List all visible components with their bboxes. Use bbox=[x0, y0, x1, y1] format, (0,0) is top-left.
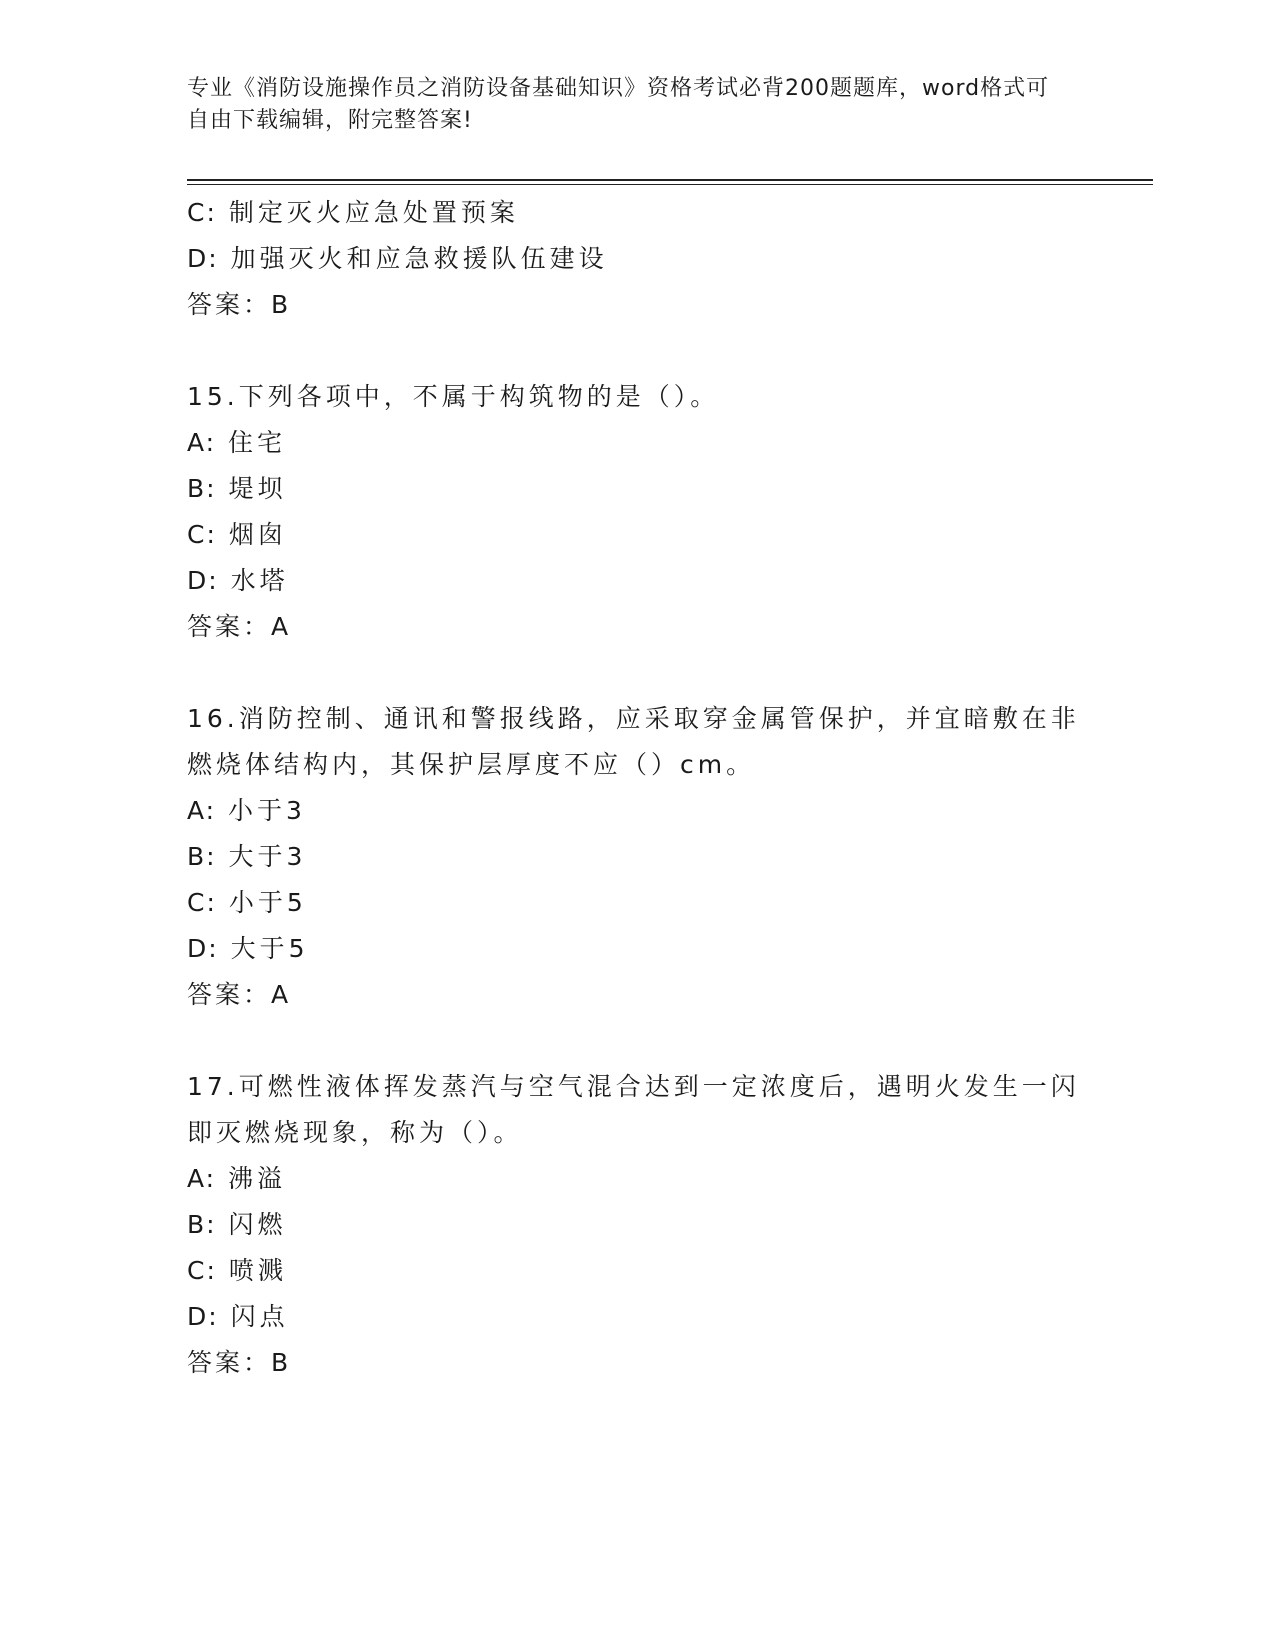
option-b: B: 堤坝 bbox=[187, 474, 287, 503]
answer-line: 答案：B bbox=[187, 1348, 292, 1377]
option-a: A: 沸溢 bbox=[187, 1164, 287, 1193]
option-d: D: 水塔 bbox=[187, 566, 289, 595]
option-c: C: 制定灭火应急处置预案 bbox=[187, 198, 519, 227]
option-d: D: 大于5 bbox=[187, 934, 309, 963]
option-b: B: 大于3 bbox=[187, 842, 307, 871]
header-rule-thin bbox=[187, 184, 1153, 185]
option-c: C: 烟囱 bbox=[187, 520, 287, 549]
option-c: C: 喷溅 bbox=[187, 1256, 287, 1285]
question-list bbox=[187, 190, 1087, 1386]
question-title: 15.下列各项中，不属于构筑物的是（）。 bbox=[187, 382, 720, 411]
option-a: A: 住宅 bbox=[187, 428, 287, 457]
question-17 bbox=[187, 1064, 1087, 1386]
answer-line: 答案：B bbox=[187, 290, 292, 319]
answer-line: 答案：A bbox=[187, 612, 292, 641]
option-c: C: 小于5 bbox=[187, 888, 307, 917]
document-header: 专业《消防设施操作员之消防设备基础知识》资格考试必背200题题库，word格式可自由下载编辑，附完整答案! bbox=[187, 76, 1050, 133]
option-d: D: 加强灭火和应急救援队伍建设 bbox=[187, 244, 608, 273]
previous-question-tail bbox=[187, 190, 1087, 328]
option-d: D: 闪点 bbox=[187, 1302, 289, 1331]
answer-line: 答案：A bbox=[187, 980, 292, 1009]
question-title: 17.可燃性液体挥发蒸汽与空气混合达到一定浓度后，遇明火发生一闪即灭燃烧现象，称为（）。 bbox=[187, 1072, 1080, 1147]
header-rule-thick bbox=[187, 179, 1153, 181]
question-15 bbox=[187, 374, 1087, 650]
question-16 bbox=[187, 696, 1087, 1018]
option-a: A: 小于3 bbox=[187, 796, 306, 825]
question-title: 16.消防控制、通讯和警报线路，应采取穿金属管保护，并宜暗敷在非燃烧体结构内，其保护层厚度不应（）cm。 bbox=[187, 704, 1080, 779]
option-b: B: 闪燃 bbox=[187, 1210, 287, 1239]
